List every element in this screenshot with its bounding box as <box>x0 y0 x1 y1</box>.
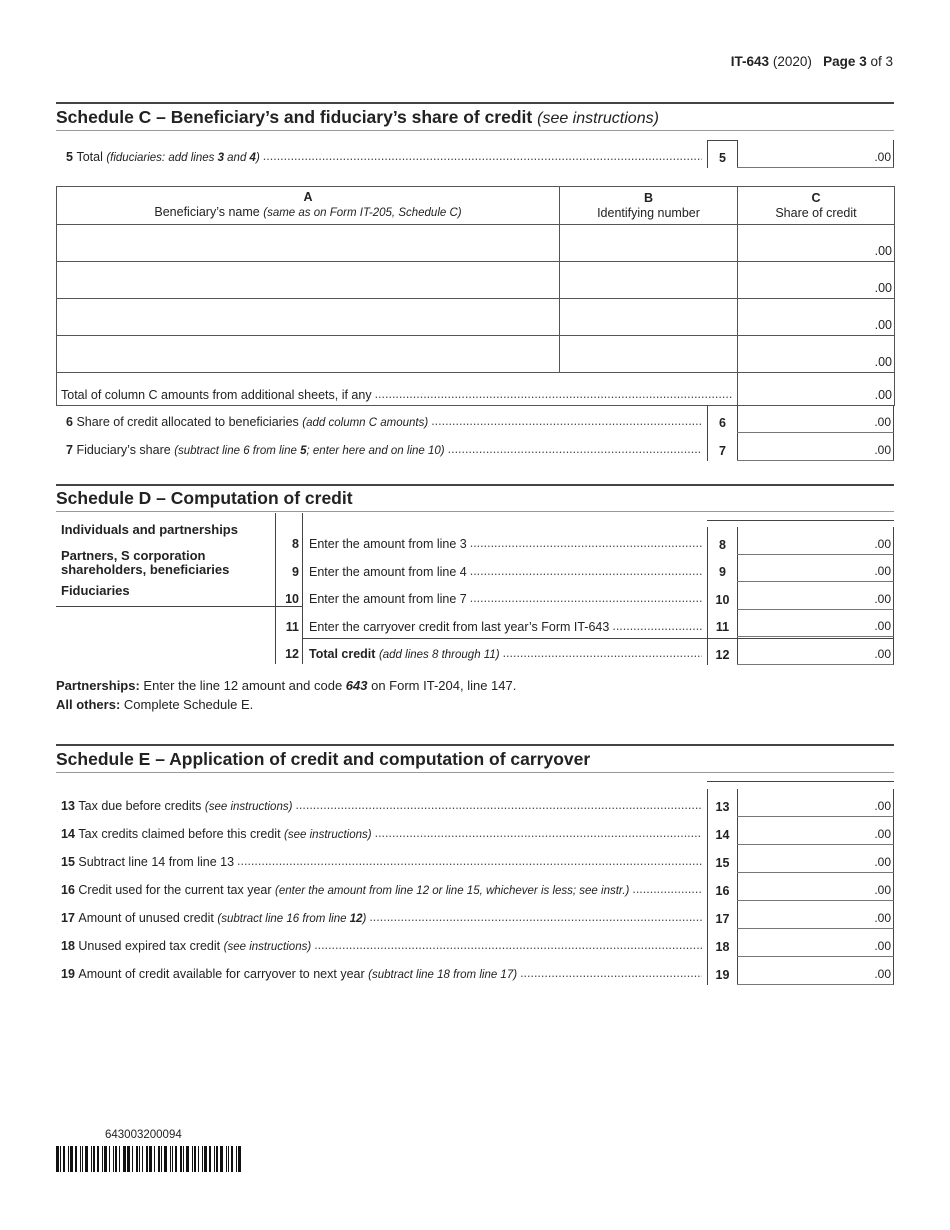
name-input[interactable] <box>57 299 560 336</box>
barcode-bar <box>132 1146 133 1172</box>
barcode-bar <box>170 1146 171 1172</box>
page-header <box>731 54 893 69</box>
barcode-bar <box>158 1146 160 1172</box>
barcode-bar <box>172 1146 173 1172</box>
barcode-bar <box>180 1146 182 1172</box>
beneficiary-table <box>56 186 895 406</box>
barcode-bar <box>56 1146 59 1172</box>
share-input[interactable] <box>738 336 895 373</box>
table-row <box>57 225 895 262</box>
barcode-bar <box>216 1146 218 1172</box>
cents: .00 <box>874 443 891 457</box>
line-number: 15 <box>61 855 75 869</box>
line-box-18: 18 <box>707 929 738 957</box>
line-box-13: 13 <box>707 789 738 817</box>
cents: .00 <box>874 939 891 953</box>
barcode-bar <box>60 1146 61 1172</box>
line-box-16: 16 <box>707 873 738 901</box>
dot-leader <box>375 826 702 841</box>
line-number: 13 <box>61 799 75 813</box>
barcode-bar <box>102 1146 103 1172</box>
line-13-label <box>61 797 702 813</box>
note: (subtract line 6 from line <box>174 445 301 457</box>
page-label: Page <box>823 54 856 69</box>
column-a-header <box>57 187 560 225</box>
line-number: 6 <box>66 415 73 429</box>
barcode-bar <box>220 1146 223 1172</box>
line-16-label <box>61 881 702 897</box>
id-input[interactable] <box>560 262 738 299</box>
line-7-amount-input[interactable] <box>737 433 894 461</box>
barcode-number: 643003200094 <box>105 1129 182 1141</box>
id-input[interactable] <box>560 225 738 262</box>
line-14-amount-input[interactable] <box>737 817 894 845</box>
page-number: 3 <box>859 54 867 69</box>
cents: .00 <box>874 244 892 258</box>
title-text: Schedule C – Beneficiary’s and fiduciary’s share of credit <box>56 107 533 127</box>
table-row <box>57 262 895 299</box>
line-number: 10 <box>285 592 299 606</box>
group-partners: Partners, S corporation shareholders, beneficiaries <box>61 548 230 577</box>
cents: .00 <box>874 150 891 164</box>
line-box-10: 10 <box>707 582 738 610</box>
divider <box>56 511 894 512</box>
line-6-amount-input[interactable] <box>737 405 894 433</box>
line-number: 18 <box>61 939 75 953</box>
barcode-bar <box>63 1146 65 1172</box>
col-label: Beneficiary’s name <box>154 205 260 219</box>
note: ; enter here and on line 10) <box>306 445 445 457</box>
barcode-bar <box>109 1146 110 1172</box>
cents: .00 <box>874 591 891 606</box>
cents: .00 <box>874 536 891 551</box>
note-bold: 3 <box>217 152 224 164</box>
line-label: Share of credit allocated to beneficiaries <box>76 415 299 429</box>
dot-leader <box>470 536 702 551</box>
line-16-amount-input[interactable] <box>737 873 894 901</box>
schedule-d-title: Schedule D – Computation of credit <box>56 488 353 508</box>
barcode-bar <box>75 1146 77 1172</box>
line-5-label <box>66 148 702 164</box>
additional-sheets-row <box>57 373 895 406</box>
line-number: 14 <box>61 827 75 841</box>
dot-leader <box>263 149 702 164</box>
line-13-amount-input[interactable] <box>737 789 894 817</box>
barcode-bar <box>175 1146 177 1172</box>
line-box-8: 8 <box>707 527 738 555</box>
barcode-bar <box>119 1146 120 1172</box>
barcode-bar <box>142 1146 143 1172</box>
line-11-label <box>277 618 702 634</box>
all-others-note <box>56 697 253 712</box>
barcode-bar <box>164 1146 167 1172</box>
line-number: 8 <box>292 537 299 551</box>
line-15-label <box>61 853 702 869</box>
divider <box>56 484 894 486</box>
barcode-bar <box>127 1146 130 1172</box>
line-9-label <box>277 563 702 579</box>
line-17-label <box>61 909 702 925</box>
barcode-bar <box>202 1146 203 1172</box>
schedule-e-title: Schedule E – Application of credit and computation of carryover <box>56 749 591 769</box>
line-label: Credit used for the current tax year <box>78 883 272 897</box>
line-box-19: 19 <box>707 957 738 985</box>
barcode-bar <box>80 1146 81 1172</box>
barcode-bar <box>231 1146 233 1172</box>
line-label: Enter the carryover credit from last year’s Form IT-643 <box>309 619 610 634</box>
note: (see instructions) <box>284 829 372 841</box>
line-box-11: 11 <box>707 610 738 638</box>
dot-leader <box>448 442 702 457</box>
note-bold: 12 <box>349 913 363 925</box>
note-bold: All others: <box>56 697 121 712</box>
id-input[interactable] <box>560 336 738 373</box>
line-8-label <box>277 535 702 551</box>
divider <box>275 513 276 664</box>
barcode-bar <box>85 1146 88 1172</box>
barcode-bar <box>70 1146 73 1172</box>
line-14-label <box>61 825 702 841</box>
dot-leader <box>470 591 702 606</box>
barcode-bar <box>91 1146 92 1172</box>
form-year: (2020) <box>772 54 812 69</box>
line-box-12: 12 <box>707 637 738 665</box>
barcode-bar <box>115 1146 117 1172</box>
line-7-label <box>66 441 702 457</box>
line-number: 9 <box>292 564 299 579</box>
cents: .00 <box>874 619 891 633</box>
barcode-bar <box>238 1146 241 1172</box>
barcode-bar <box>214 1146 215 1172</box>
dot-leader <box>314 938 702 953</box>
note: (fiduciaries: add lines <box>106 152 218 164</box>
line-label: Subtract line 14 from line 13 <box>78 855 235 869</box>
note-bold: 4 <box>249 152 256 164</box>
line-15-amount-input[interactable] <box>737 845 894 873</box>
cents: .00 <box>874 415 891 429</box>
cents: .00 <box>874 646 891 661</box>
group-fiduciaries: Fiduciaries <box>61 583 130 598</box>
line-box-7: 7 <box>707 433 738 461</box>
barcode-bar <box>236 1146 237 1172</box>
form-number: IT-643 <box>730 54 770 69</box>
cents: .00 <box>874 855 891 869</box>
barcode-bar <box>209 1146 211 1172</box>
line-6-label <box>66 413 702 429</box>
divider <box>707 520 894 521</box>
divider <box>56 744 894 746</box>
line-9-amount-input[interactable] <box>737 555 894 583</box>
dot-leader <box>520 966 702 981</box>
line-label: Fiduciary’s share <box>76 443 171 457</box>
barcode-bar <box>93 1146 95 1172</box>
barcode-bar <box>228 1146 229 1172</box>
line-19-amount-input[interactable] <box>737 957 894 985</box>
barcode-bar <box>97 1146 99 1172</box>
divider <box>56 606 303 607</box>
note: (add column C amounts) <box>302 417 429 429</box>
barcode-bar <box>154 1146 155 1172</box>
page-total: of 3 <box>870 54 893 69</box>
dot-leader <box>375 387 733 402</box>
barcode-bar <box>186 1146 189 1172</box>
line-12-amount-input[interactable] <box>737 637 894 665</box>
name-input[interactable] <box>57 225 560 262</box>
cents: .00 <box>874 355 892 369</box>
note-bold: Partnerships: <box>56 678 140 693</box>
note: and <box>223 152 250 164</box>
barcode-bar <box>104 1146 107 1172</box>
line-box-15: 15 <box>707 845 738 873</box>
barcode-bar <box>226 1146 227 1172</box>
cents: .00 <box>874 388 892 402</box>
line-19-label <box>61 965 702 981</box>
share-input[interactable] <box>738 299 895 336</box>
line-label: Amount of unused credit <box>78 911 214 925</box>
title-note: (see instructions) <box>537 110 659 127</box>
line-number: 5 <box>66 150 73 164</box>
barcode <box>56 1146 243 1172</box>
barcode-bar <box>198 1146 199 1172</box>
table-row <box>57 299 895 336</box>
column-c-header <box>738 187 895 225</box>
barcode-bar <box>194 1146 196 1172</box>
barcode-bar <box>204 1146 207 1172</box>
col-label: Identifying number <box>597 205 700 220</box>
col-letter: C <box>811 190 821 205</box>
barcode-bar <box>192 1146 193 1172</box>
barcode-bar <box>82 1146 83 1172</box>
barcode-bar <box>136 1146 138 1172</box>
barcode-bar <box>183 1146 184 1172</box>
cents: .00 <box>874 911 891 925</box>
line-12-label <box>277 645 702 661</box>
note: ) <box>362 913 367 925</box>
dot-leader <box>612 619 702 634</box>
dot-leader <box>632 882 702 897</box>
dot-leader <box>470 564 702 579</box>
line-label: Total <box>76 150 103 164</box>
line-5-amount-input[interactable] <box>737 140 894 168</box>
cents: .00 <box>874 281 892 295</box>
line-18-amount-input[interactable] <box>737 929 894 957</box>
line-number: 7 <box>66 443 73 457</box>
barcode-bar <box>113 1146 114 1172</box>
cents: .00 <box>874 799 891 813</box>
line-label: Enter the amount from line 7 <box>309 592 467 606</box>
line-label: Unused expired tax credit <box>78 939 221 953</box>
share-input[interactable] <box>738 262 895 299</box>
line-number: 11 <box>285 619 299 634</box>
note: (add lines 8 through 11) <box>378 649 500 661</box>
row-label: Total of column C amounts from additional sheets, if any <box>61 388 372 402</box>
cents: .00 <box>874 318 892 332</box>
dot-leader <box>295 798 702 813</box>
additional-amount-input[interactable] <box>738 373 895 406</box>
barcode-bar <box>146 1146 148 1172</box>
line-label: Tax due before credits <box>78 799 202 813</box>
table-row <box>57 336 895 373</box>
divider <box>707 781 894 782</box>
col-letter: B <box>643 190 654 205</box>
group-individuals: Individuals and partnerships <box>61 522 238 537</box>
line-number: 12 <box>285 647 299 661</box>
note-text: Complete Schedule E. <box>120 697 254 712</box>
share-input[interactable] <box>738 225 895 262</box>
line-box-14: 14 <box>707 817 738 845</box>
note: (subtract line 16 from line <box>217 913 350 925</box>
code: 643 <box>345 678 368 693</box>
additional-label <box>61 387 733 402</box>
note: (see instructions) <box>204 801 293 813</box>
dot-leader <box>431 414 702 429</box>
note-text: on Form IT-204, line 147. <box>367 678 517 693</box>
line-number: 16 <box>61 883 75 897</box>
barcode-bar <box>68 1146 69 1172</box>
dot-leader <box>237 854 702 869</box>
cents: .00 <box>874 827 891 841</box>
line-10-label <box>277 590 702 606</box>
note: (subtract line 18 from line 17) <box>368 969 518 981</box>
barcode-bar <box>149 1146 152 1172</box>
barcode-bar <box>161 1146 162 1172</box>
line-box-17: 17 <box>707 901 738 929</box>
note: (see instructions) <box>223 941 312 953</box>
line-label: Tax credits claimed before this credit <box>78 827 281 841</box>
line-number: 19 <box>61 967 75 981</box>
line-8-amount-input[interactable] <box>737 527 894 555</box>
line-box-9: 9 <box>707 555 738 583</box>
line-box-5: 5 <box>707 140 738 168</box>
cents: .00 <box>874 967 891 981</box>
note-bold: 5 <box>300 445 307 457</box>
divider <box>56 102 894 104</box>
divider <box>56 130 894 131</box>
dot-leader <box>369 910 702 925</box>
column-b-header <box>560 187 738 225</box>
note: (enter the amount from line 12 or line 15, whichever is less; see instr.) <box>275 885 630 897</box>
barcode-bar <box>123 1146 126 1172</box>
name-input[interactable] <box>57 262 560 299</box>
cents: .00 <box>874 883 891 897</box>
line-18-label <box>61 937 702 953</box>
line-label: Enter the amount from line 3 <box>309 537 467 551</box>
col-label: Share of credit <box>775 205 857 220</box>
cents: .00 <box>874 564 891 578</box>
col-note: (same as on Form IT-205, Schedule C) <box>263 207 462 219</box>
line-label: Amount of credit available for carryover to next year <box>78 967 365 981</box>
dot-leader <box>503 646 702 661</box>
line-number: 17 <box>61 911 75 925</box>
col-letter: A <box>303 190 313 204</box>
name-input[interactable] <box>57 336 560 373</box>
note: ) <box>255 152 260 164</box>
partnerships-note <box>56 678 516 693</box>
line-17-amount-input[interactable] <box>737 901 894 929</box>
line-11-amount-input[interactable] <box>737 610 894 638</box>
schedule-c-title <box>56 107 659 128</box>
note-text: Enter the line 12 amount and code <box>139 678 346 693</box>
line-label: Total credit <box>309 647 376 661</box>
line-box-6: 6 <box>707 405 738 433</box>
line-label: Enter the amount from line 4 <box>309 564 467 579</box>
divider <box>56 772 894 773</box>
barcode-bar <box>139 1146 140 1172</box>
id-input[interactable] <box>560 299 738 336</box>
line-10-amount-input[interactable] <box>737 582 894 610</box>
